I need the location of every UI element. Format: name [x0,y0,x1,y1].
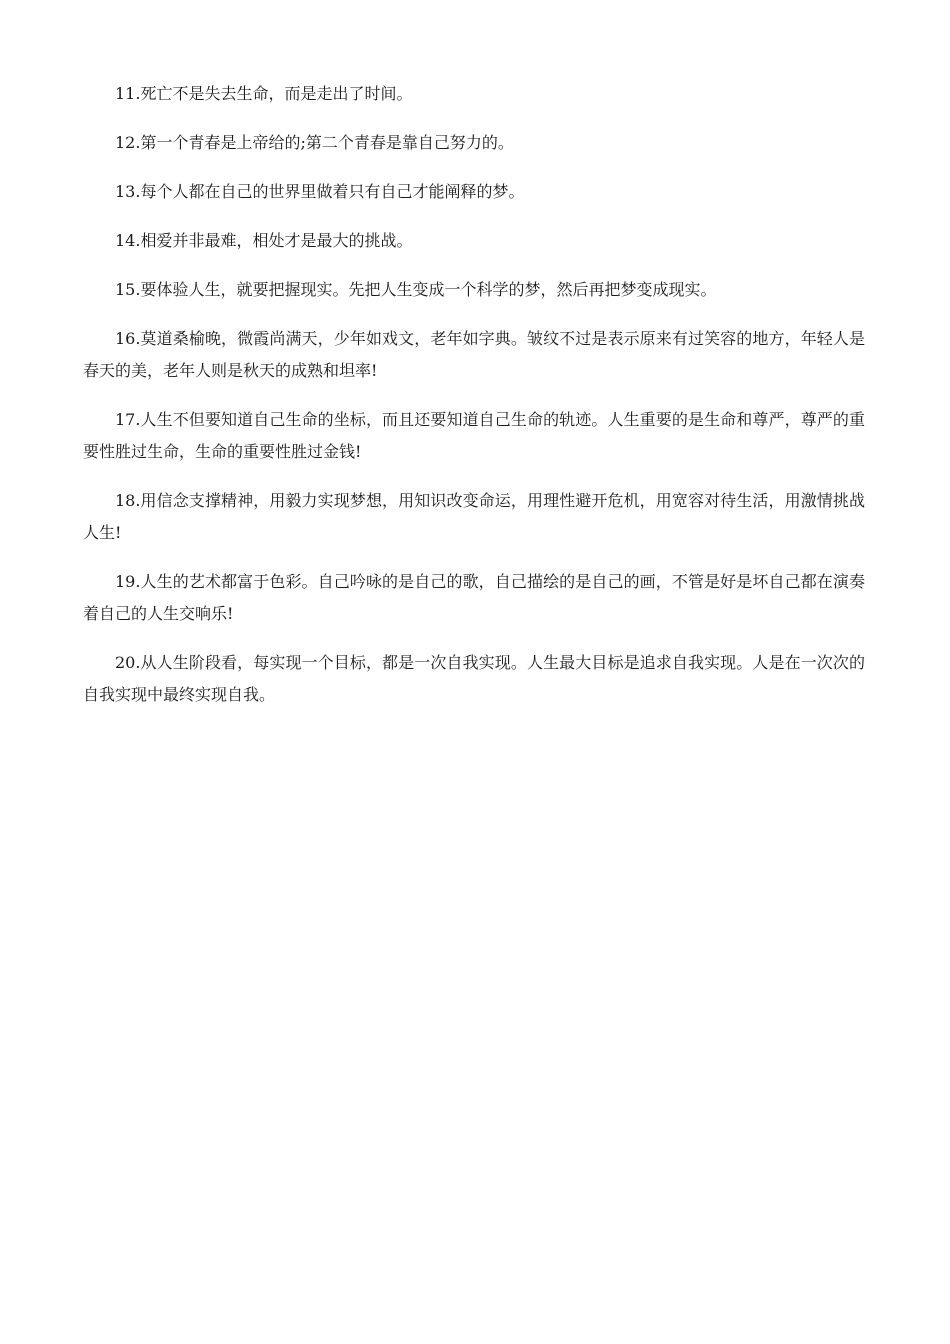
document-page [83,78,865,728]
quote-paragraph-13: 13.每个人都在自己的世界里做着只有自己才能阐释的梦。 [115,182,525,201]
quote-paragraph-18: 18.用信念支撑精神，用毅力实现梦想，用知识改变命运，用理性避开危机，用宽容对待生活，用激情挑战人生! [83,491,865,542]
quote-paragraph-17: 17.人生不但要知道自己生命的坐标，而且还要知道自己生命的轨迹。人生重要的是生命和尊严，尊严的重要性胜过生命，生命的重要性胜过金钱! [83,410,865,461]
quote-paragraph-15: 15.要体验人生，就要把握现实。先把人生变成一个科学的梦，然后再把梦变成现实。 [115,280,717,299]
quote-paragraph-11: 11.死亡不是失去生命，而是走出了时间。 [115,84,413,103]
quote-paragraph-19: 19.人生的艺术都富于色彩。自己吟咏的是自己的歌，自己描绘的是自己的画，不管是好是坏自己都在演奏着自己的人生交响乐! [83,572,865,623]
quote-paragraph-16: 16.莫道桑榆晚，微霞尚满天，少年如戏文，老年如字典。皱纹不过是表示原来有过笑容的地方，年轻人是春天的美，老年人则是秋天的成熟和坦率! [83,329,865,380]
quote-paragraph-20: 20.从人生阶段看，每实现一个目标，都是一次自我实现。人生最大目标是追求自我实现。人是在一次次的自我实现中最终实现自我。 [83,653,865,704]
quote-paragraph-12: 12.第一个青春是上帝给的;第二个青春是靠自己努力的。 [115,133,514,152]
quote-paragraph-14: 14.相爱并非最难，相处才是最大的挑战。 [115,231,413,250]
